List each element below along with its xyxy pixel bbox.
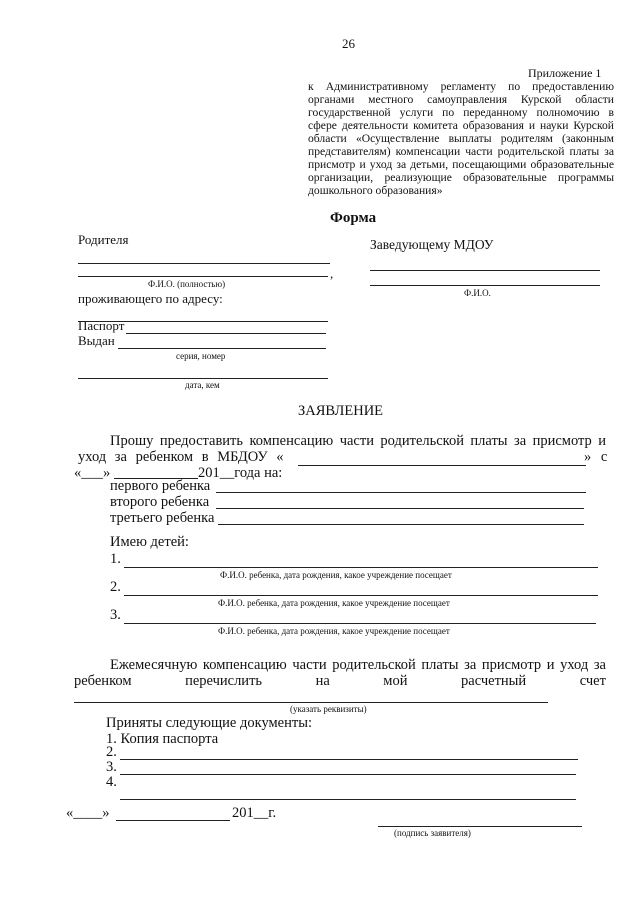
series-caption: серия, номер: [176, 351, 226, 361]
parent-fio-caption: Ф.И.О. (полностью): [148, 279, 226, 289]
parent-name-line-2[interactable]: [78, 276, 328, 277]
child-item-2-line[interactable]: [124, 595, 598, 596]
document-item-2: 2.: [106, 744, 117, 760]
page-number: 26: [342, 36, 355, 51]
request-line-1: Прошу предоставить компенсацию части родительской платы за присмотр и: [110, 433, 606, 449]
requisites-line[interactable]: [74, 702, 548, 703]
requisites-caption: (указать реквизиты): [290, 704, 367, 714]
date-issuer-line[interactable]: [78, 378, 328, 379]
addressee-label: Заведующему МДОУ: [370, 237, 494, 252]
request-line-2-end: » с: [584, 449, 608, 465]
passport-label: Паспорт: [78, 318, 125, 333]
third-child-label: третьего ребенка: [110, 510, 215, 526]
monthly-word: ребенком: [74, 673, 132, 689]
child-item-3-caption: Ф.И.О. ребенка, дата рождения, какое учреждение посещает: [218, 626, 450, 636]
child-item-1-caption: Ф.И.О. ребенка, дата рождения, какое учреждение посещает: [220, 570, 452, 580]
addressee-line-2[interactable]: [370, 285, 600, 286]
appendix-heading: Приложение 1: [528, 66, 602, 80]
parent-name-line-1[interactable]: [78, 263, 330, 264]
sign-date-month-line[interactable]: [116, 820, 230, 821]
child-item-2-caption: Ф.И.О. ребенка, дата рождения, какое учреждение посещает: [218, 598, 450, 608]
passport-line[interactable]: [126, 333, 326, 334]
addressee-fio-caption: Ф.И.О.: [464, 288, 491, 298]
first-child-label: первого ребенка: [110, 478, 211, 494]
document-item-4-line[interactable]: [120, 799, 576, 800]
document-item-3: 3.: [106, 759, 117, 775]
sign-date-day: «____»: [66, 805, 110, 821]
appendix-text: к Административному регламенту по предоставлению органами местного самоуправления Курской области государственной услуги по переданному полномочию в сфере деятельности комитета образования и науки Курской области «Осуществление выплаты родителям (законным представителям) компенсации части родительской платы за присмотр и уход за детьми, посещающими образовательные организации, реализующие образовательные программы дошкольного образования»: [308, 80, 614, 197]
issued-line[interactable]: [118, 348, 326, 349]
second-child-line[interactable]: [216, 508, 584, 509]
statement-title: ЗАЯВЛЕНИЕ: [298, 403, 384, 419]
parent-label: Родителя: [78, 232, 129, 247]
child-item-3-number: 3.: [110, 607, 121, 623]
form-title: Форма: [330, 210, 377, 226]
third-child-line[interactable]: [218, 524, 584, 525]
second-child-label: второго ребенка: [110, 494, 210, 510]
monthly-word: счет: [579, 673, 606, 689]
mbdou-name-line[interactable]: [298, 465, 586, 466]
monthly-line-2: [74, 673, 606, 689]
monthly-word: расчетный: [461, 673, 527, 689]
child-item-2-number: 2.: [110, 579, 121, 595]
date-from-year: 201__года на:: [198, 465, 283, 481]
child-item-1-line[interactable]: [124, 567, 598, 568]
monthly-word: мой: [383, 673, 408, 689]
monthly-word: перечислить: [185, 673, 263, 689]
document-item-3-line[interactable]: [120, 774, 576, 775]
document-item-1: 1. Копия паспорта: [106, 731, 219, 747]
child-item-3-line[interactable]: [124, 623, 596, 624]
monthly-line-1: Ежемесячную компенсацию части родительской платы за присмотр и уход за: [110, 657, 606, 673]
signature-line[interactable]: [378, 826, 582, 827]
document-item-4: 4.: [106, 774, 117, 790]
issued-label: Выдан: [78, 333, 115, 348]
have-children-label: Имею детей:: [110, 534, 189, 550]
date-from-day: «___»: [74, 465, 111, 481]
signature-caption: (подпись заявителя): [394, 828, 471, 838]
document-item-2-line[interactable]: [120, 759, 578, 760]
first-child-line[interactable]: [216, 492, 586, 493]
monthly-word: на: [315, 673, 330, 689]
comma: ,: [330, 266, 334, 281]
addressee-line-1[interactable]: [370, 270, 600, 271]
request-line-2-start: уход за ребенком в МБДОУ «: [78, 449, 284, 465]
child-item-1-number: 1.: [110, 551, 121, 567]
documents-label: Приняты следующие документы:: [106, 715, 312, 731]
date-issuer-caption: дата, кем: [185, 380, 220, 390]
address-label: проживающего по адресу:: [78, 291, 223, 306]
sign-date-year: 201__г.: [232, 805, 277, 821]
